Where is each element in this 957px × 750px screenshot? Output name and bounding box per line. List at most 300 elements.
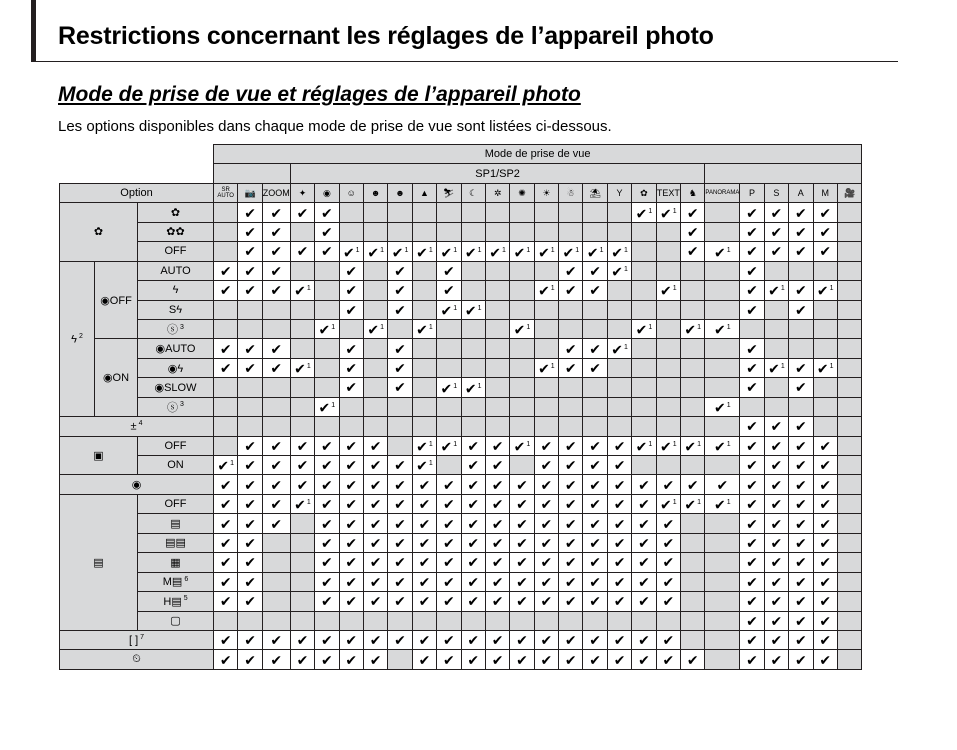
unavailable-cell <box>705 572 740 591</box>
available-cell: ✔ <box>510 592 534 611</box>
unavailable-cell <box>290 261 314 280</box>
available-cell: ✔ <box>534 592 558 611</box>
unavailable-cell <box>262 553 290 572</box>
available-cell: ✔ <box>388 339 412 358</box>
unavailable-cell <box>461 281 485 300</box>
available-cell: ✔ <box>315 475 339 494</box>
available-cell: ✔ <box>388 378 412 397</box>
unavailable-cell <box>412 222 436 241</box>
unavailable-cell <box>485 339 509 358</box>
available-cell: ✔ <box>290 203 314 222</box>
snow-icon: ☃ <box>559 183 583 202</box>
available-cell: ✔ <box>632 553 656 572</box>
available-cell: ✔ <box>461 436 485 455</box>
table-row <box>60 319 862 338</box>
available-cell: ✔$^1$ <box>681 319 705 338</box>
unavailable-cell <box>363 203 387 222</box>
available-cell: ✔$^1$ <box>705 242 740 261</box>
available-cell: ✔ <box>559 339 583 358</box>
available-cell: ✔$^1$ <box>412 456 436 475</box>
available-cell: ✔ <box>789 222 813 241</box>
available-cell: ✔ <box>339 261 363 280</box>
available-cell: ✔ <box>461 514 485 533</box>
available-cell: ✔$^1$ <box>315 397 339 416</box>
available-cell: ✔ <box>813 456 837 475</box>
available-cell: ✔ <box>789 417 813 436</box>
available-cell: ✔ <box>315 650 339 669</box>
unavailable-cell <box>705 650 740 669</box>
available-cell: ✔ <box>412 514 436 533</box>
available-cell: ✔ <box>339 494 363 513</box>
available-cell: ✔ <box>740 300 764 319</box>
unavailable-cell <box>681 261 705 280</box>
available-cell: ✔ <box>789 514 813 533</box>
unavailable-cell <box>705 456 740 475</box>
available-cell: ✔$^1$ <box>607 242 631 261</box>
available-cell: ✔$^1$ <box>290 494 314 513</box>
available-cell: ✔ <box>656 514 680 533</box>
unavailable-cell <box>510 281 534 300</box>
unavailable-cell <box>656 339 680 358</box>
available-cell: ✔ <box>485 553 509 572</box>
available-cell: ✔ <box>534 572 558 591</box>
unavailable-cell <box>461 319 485 338</box>
available-cell: ✔ <box>388 261 412 280</box>
available-cell: ✔ <box>764 417 788 436</box>
unavailable-cell <box>437 222 461 241</box>
available-cell: ✔ <box>214 281 238 300</box>
header-spacer <box>214 164 291 183</box>
unavailable-cell <box>764 397 788 416</box>
unavailable-cell <box>262 592 290 611</box>
restrictions-table <box>59 144 862 670</box>
unavailable-cell <box>583 319 607 338</box>
available-cell: ✔ <box>789 378 813 397</box>
mode-a-label: A <box>789 183 813 202</box>
available-cell: ✔ <box>339 572 363 591</box>
available-cell: ✔ <box>262 475 290 494</box>
available-cell: ✔$^1$ <box>705 319 740 338</box>
available-cell: ✔$^1$ <box>290 358 314 377</box>
available-cell: ✔ <box>238 553 262 572</box>
available-cell: ✔ <box>559 650 583 669</box>
continuous-shooting-icon: ▤ <box>60 494 138 630</box>
option-label: OFF <box>138 242 214 261</box>
available-cell: ✔$^1$ <box>214 456 238 475</box>
unavailable-cell <box>681 514 705 533</box>
available-cell: ✔ <box>789 572 813 591</box>
available-cell: ✔ <box>764 553 788 572</box>
unavailable-cell <box>656 300 680 319</box>
available-cell: ✔ <box>214 533 238 552</box>
available-cell: ✔$^1$ <box>510 319 534 338</box>
unavailable-cell <box>290 300 314 319</box>
available-cell: ✔ <box>412 630 436 649</box>
available-cell: ✔ <box>262 514 290 533</box>
available-cell: ✔ <box>262 456 290 475</box>
exposure-compensation-icon: ± $^4$ <box>60 417 214 436</box>
available-cell: ✔ <box>290 650 314 669</box>
unavailable-cell <box>510 358 534 377</box>
available-cell: ✔ <box>363 475 387 494</box>
unavailable-cell <box>583 300 607 319</box>
available-cell: ✔ <box>681 650 705 669</box>
available-cell: ✔ <box>363 572 387 591</box>
unavailable-cell <box>238 300 262 319</box>
available-cell: ✔ <box>740 611 764 630</box>
unavailable-cell <box>534 319 558 338</box>
mode-p-label: P <box>740 183 764 202</box>
unavailable-cell <box>837 592 861 611</box>
available-cell: ✔ <box>789 630 813 649</box>
unavailable-cell <box>214 300 238 319</box>
available-cell: ✔ <box>764 222 788 241</box>
available-cell: ✔ <box>789 242 813 261</box>
unavailable-cell <box>412 417 436 436</box>
available-cell: ✔ <box>813 592 837 611</box>
available-cell: ✔ <box>363 494 387 513</box>
available-cell: ✔ <box>583 339 607 358</box>
available-cell: ✔$^1$ <box>681 494 705 513</box>
available-cell: ✔ <box>681 475 705 494</box>
available-cell: ✔ <box>656 475 680 494</box>
option-label: OFF <box>138 494 214 513</box>
available-cell: ✔ <box>437 553 461 572</box>
beach-icon: ⛱ <box>583 183 607 202</box>
unavailable-cell <box>315 281 339 300</box>
unavailable-cell <box>461 339 485 358</box>
unavailable-cell <box>510 203 534 222</box>
available-cell: ✔ <box>764 242 788 261</box>
available-cell: ✔ <box>510 514 534 533</box>
available-cell: ✔ <box>583 261 607 280</box>
available-cell: ✔$^1$ <box>510 242 534 261</box>
unavailable-cell <box>412 611 436 630</box>
unavailable-cell <box>214 319 238 338</box>
available-cell: ✔ <box>764 611 788 630</box>
available-cell: ✔ <box>339 650 363 669</box>
unavailable-cell <box>510 611 534 630</box>
unavailable-cell <box>214 242 238 261</box>
unavailable-cell <box>632 222 656 241</box>
title-underline <box>36 61 898 62</box>
unavailable-cell <box>315 417 339 436</box>
available-cell: ✔ <box>559 514 583 533</box>
available-cell: ✔ <box>485 572 509 591</box>
available-cell: ✔ <box>214 650 238 669</box>
available-cell: ✔ <box>388 475 412 494</box>
available-cell: ✔$^1$ <box>412 242 436 261</box>
available-cell: ✔ <box>656 533 680 552</box>
intro-text: Les options disponibles dans chaque mode de prise de vue sont listées ci-dessous. <box>58 118 612 135</box>
table-row <box>60 378 862 397</box>
unavailable-cell <box>656 397 680 416</box>
available-cell: ✔$^1$ <box>461 300 485 319</box>
smile-icon: ☻ <box>388 183 412 202</box>
available-cell: ✔ <box>437 281 461 300</box>
available-cell: ✔ <box>583 436 607 455</box>
unavailable-cell <box>388 417 412 436</box>
available-cell: ✔ <box>339 533 363 552</box>
available-cell: ✔ <box>510 572 534 591</box>
unavailable-cell <box>632 300 656 319</box>
unavailable-cell <box>238 319 262 338</box>
unavailable-cell <box>412 378 436 397</box>
unavailable-cell <box>437 417 461 436</box>
available-cell: ✔ <box>238 203 262 222</box>
available-cell: ✔ <box>789 611 813 630</box>
unavailable-cell <box>412 358 436 377</box>
available-cell: ✔ <box>339 553 363 572</box>
available-cell: ✔ <box>290 242 314 261</box>
unavailable-cell <box>837 650 861 669</box>
available-cell: ✔ <box>813 553 837 572</box>
unavailable-cell <box>388 397 412 416</box>
table-row <box>60 222 862 241</box>
available-cell: ✔ <box>238 630 262 649</box>
available-cell: ✔ <box>632 475 656 494</box>
available-cell: ✔ <box>583 281 607 300</box>
unavailable-cell <box>262 611 290 630</box>
available-cell: ✔ <box>412 494 436 513</box>
table-row <box>60 533 862 552</box>
unavailable-cell <box>461 222 485 241</box>
table-row <box>60 281 862 300</box>
self-timer-icon: ⏲ <box>60 650 214 669</box>
unavailable-cell <box>681 553 705 572</box>
unavailable-cell <box>437 358 461 377</box>
unavailable-cell <box>837 319 861 338</box>
unavailable-cell <box>813 417 837 436</box>
available-cell: ✔ <box>740 533 764 552</box>
unavailable-cell <box>461 397 485 416</box>
unavailable-cell <box>534 300 558 319</box>
unavailable-cell <box>764 261 788 280</box>
available-cell: ✔ <box>238 339 262 358</box>
available-cell: ✔ <box>339 456 363 475</box>
eye-off-label: ◉OFF <box>95 261 138 339</box>
unavailable-cell <box>363 339 387 358</box>
unavailable-cell <box>656 222 680 241</box>
museum-icon: ♞ <box>681 183 705 202</box>
available-cell: ✔ <box>559 572 583 591</box>
option-label: ◉ϟ <box>138 358 214 377</box>
available-cell: ✔ <box>813 222 837 241</box>
available-cell: ✔$^1$ <box>583 242 607 261</box>
available-cell: ✔ <box>461 553 485 572</box>
mode-m-label: M <box>813 183 837 202</box>
available-cell: ✔$^1$ <box>534 281 558 300</box>
unavailable-cell <box>656 358 680 377</box>
available-cell: ✔ <box>437 261 461 280</box>
available-cell: ✔ <box>437 494 461 513</box>
available-cell: ✔ <box>607 494 631 513</box>
available-cell: ✔$^1$ <box>534 358 558 377</box>
unavailable-cell <box>607 397 631 416</box>
unavailable-cell <box>214 611 238 630</box>
available-cell: ✔ <box>437 475 461 494</box>
available-cell: ✔ <box>262 203 290 222</box>
available-cell: ✔ <box>789 436 813 455</box>
unavailable-cell <box>837 436 861 455</box>
available-cell: ✔ <box>510 475 534 494</box>
available-cell: ✔ <box>437 630 461 649</box>
available-cell: ✔$^1$ <box>656 203 680 222</box>
unavailable-cell <box>837 300 861 319</box>
option-label: ◉AUTO <box>138 339 214 358</box>
available-cell: ✔ <box>534 475 558 494</box>
flower-icon: ✿ <box>632 183 656 202</box>
available-cell: ✔$^1$ <box>607 339 631 358</box>
unavailable-cell <box>705 553 740 572</box>
available-cell: ✔ <box>789 358 813 377</box>
available-cell: ✔$^1$ <box>764 281 788 300</box>
unavailable-cell <box>214 436 238 455</box>
available-cell: ✔ <box>813 611 837 630</box>
available-cell: ✔ <box>656 630 680 649</box>
table-row <box>60 203 862 222</box>
available-cell: ✔ <box>559 475 583 494</box>
available-cell: ✔$^1$ <box>656 494 680 513</box>
sp-header: SP1/SP2 <box>290 164 705 183</box>
unavailable-cell <box>583 397 607 416</box>
available-cell: ✔ <box>789 553 813 572</box>
available-cell: ✔ <box>363 436 387 455</box>
available-cell: ✔ <box>789 533 813 552</box>
available-cell: ✔ <box>363 650 387 669</box>
unavailable-cell <box>290 417 314 436</box>
unavailable-cell <box>262 572 290 591</box>
unavailable-cell <box>583 417 607 436</box>
unavailable-cell <box>412 300 436 319</box>
available-cell: ✔$^1$ <box>461 378 485 397</box>
available-cell: ✔ <box>485 494 509 513</box>
unavailable-cell <box>681 339 705 358</box>
available-cell: ✔ <box>238 436 262 455</box>
table-row <box>60 475 862 494</box>
unavailable-cell <box>534 378 558 397</box>
unavailable-cell <box>813 261 837 280</box>
unavailable-cell <box>388 203 412 222</box>
unavailable-cell <box>837 514 861 533</box>
available-cell: ✔ <box>388 514 412 533</box>
unavailable-cell <box>705 417 740 436</box>
available-cell: ✔ <box>315 553 339 572</box>
unavailable-cell <box>510 417 534 436</box>
table-row <box>60 242 862 261</box>
available-cell: ✔ <box>214 514 238 533</box>
available-cell: ✔ <box>681 203 705 222</box>
mode-header: Mode de prise de vue <box>214 145 862 164</box>
option-label: ⓢ $^3$ <box>138 319 214 338</box>
unavailable-cell <box>363 417 387 436</box>
available-cell: ✔ <box>388 572 412 591</box>
unavailable-cell <box>534 397 558 416</box>
available-cell: ✔ <box>315 436 339 455</box>
available-cell: ✔$^1$ <box>607 261 631 280</box>
table-row <box>60 397 862 416</box>
available-cell: ✔ <box>813 203 837 222</box>
available-cell: ✔ <box>485 630 509 649</box>
unavailable-cell <box>461 261 485 280</box>
sport-icon: ⛷ <box>437 183 461 202</box>
unavailable-cell <box>290 592 314 611</box>
available-cell: ✔ <box>656 572 680 591</box>
available-cell: ✔ <box>339 436 363 455</box>
available-cell: ✔ <box>412 553 436 572</box>
available-cell: ✔ <box>583 650 607 669</box>
available-cell: ✔ <box>290 630 314 649</box>
unavailable-cell <box>789 339 813 358</box>
table-row <box>60 300 862 319</box>
available-cell: ✔$^1$ <box>437 378 461 397</box>
unavailable-cell <box>837 358 861 377</box>
unavailable-cell <box>681 417 705 436</box>
unavailable-cell <box>534 203 558 222</box>
available-cell: ✔$^1$ <box>632 436 656 455</box>
unavailable-cell <box>315 611 339 630</box>
unavailable-cell <box>485 397 509 416</box>
available-cell: ✔ <box>813 494 837 513</box>
unavailable-cell <box>510 339 534 358</box>
available-cell: ✔ <box>412 650 436 669</box>
available-cell: ✔ <box>607 630 631 649</box>
available-cell: ✔ <box>559 436 583 455</box>
unavailable-cell <box>437 203 461 222</box>
available-cell: ✔ <box>740 242 764 261</box>
available-cell: ✔ <box>559 261 583 280</box>
header-corner-blank <box>60 145 214 164</box>
available-cell: ✔ <box>262 436 290 455</box>
available-cell: ✔ <box>740 417 764 436</box>
unavailable-cell <box>607 300 631 319</box>
sunset-icon: ☀ <box>534 183 558 202</box>
available-cell: ✔ <box>740 630 764 649</box>
available-cell: ✔ <box>461 572 485 591</box>
unavailable-cell <box>510 456 534 475</box>
option-label: ON <box>138 456 214 475</box>
fireworks-icon: ✺ <box>510 183 534 202</box>
unavailable-cell <box>534 611 558 630</box>
unavailable-cell <box>837 203 861 222</box>
unavailable-cell <box>705 378 740 397</box>
unavailable-cell <box>607 203 631 222</box>
available-cell: ✔ <box>559 281 583 300</box>
available-cell: ✔ <box>740 261 764 280</box>
unavailable-cell <box>656 261 680 280</box>
available-cell: ✔ <box>315 222 339 241</box>
table-row <box>60 456 862 475</box>
available-cell: ✔ <box>510 494 534 513</box>
unavailable-cell <box>262 417 290 436</box>
unavailable-cell <box>789 319 813 338</box>
unavailable-cell <box>262 319 290 338</box>
available-cell: ✔ <box>485 436 509 455</box>
available-cell: ✔ <box>559 456 583 475</box>
unavailable-cell <box>583 222 607 241</box>
available-cell: ✔ <box>740 456 764 475</box>
unavailable-cell <box>315 378 339 397</box>
available-cell: ✔ <box>789 300 813 319</box>
unavailable-cell <box>813 300 837 319</box>
available-cell: ✔$^1$ <box>363 319 387 338</box>
available-cell: ✔$^1$ <box>485 242 509 261</box>
available-cell: ✔ <box>214 261 238 280</box>
title-accent-bar <box>31 0 36 62</box>
unavailable-cell <box>510 261 534 280</box>
unavailable-cell <box>813 339 837 358</box>
available-cell: ✔ <box>632 630 656 649</box>
